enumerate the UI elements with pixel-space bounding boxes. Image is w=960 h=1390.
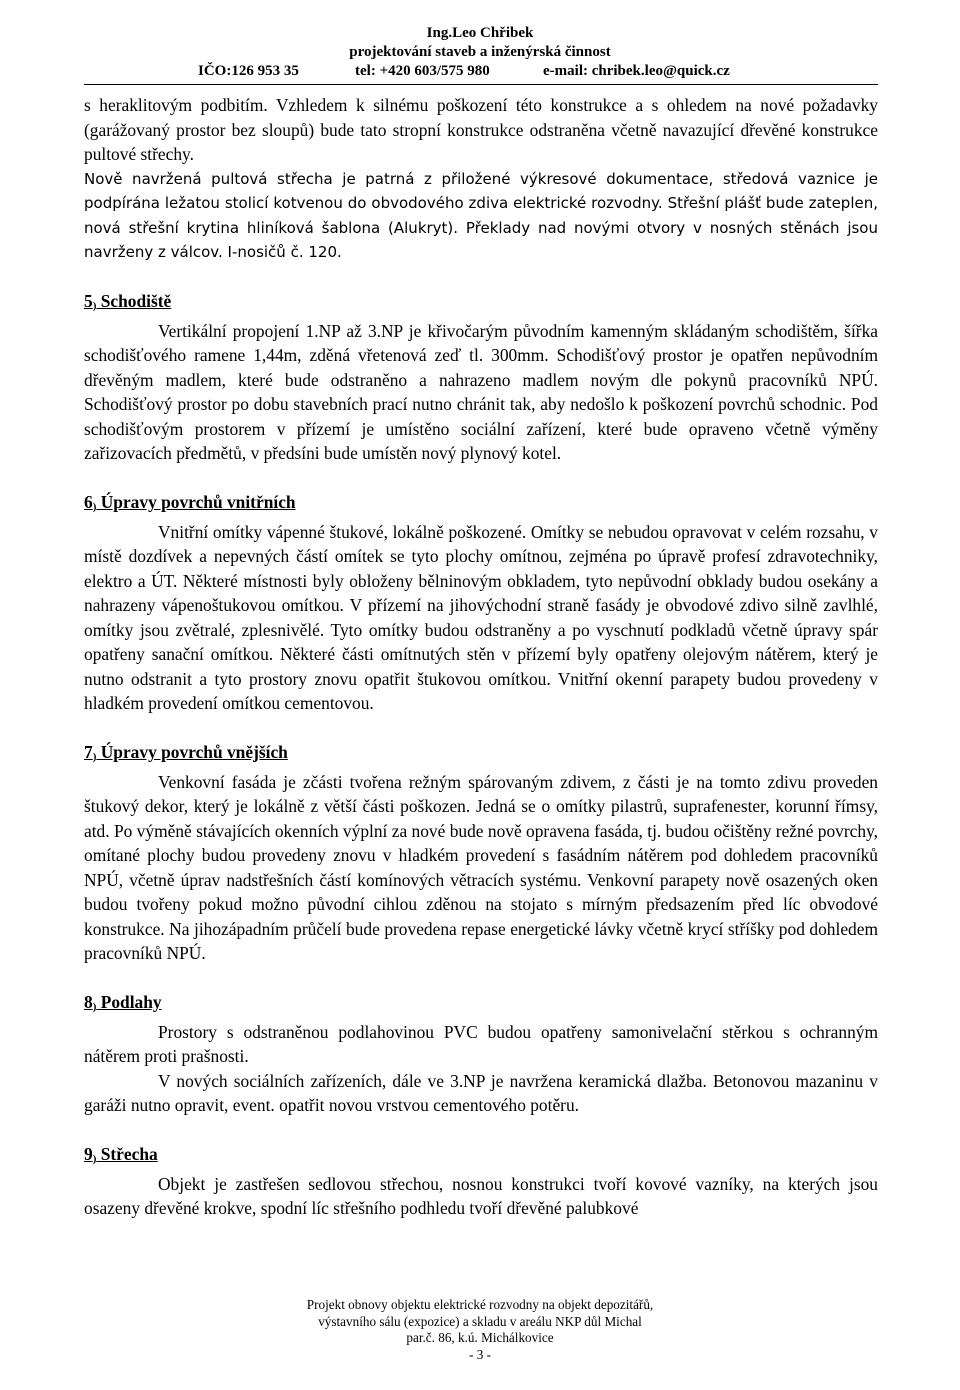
section-text-upravy-vnejsich: Venkovní fasáda je zčásti tvořena režným spárovaným zdivem, z části je na tomto zdivu proveden štukový dekor, který je lokálně z větší části poškozen. Jedná se o omítky pilastrů, suprafenester, korunní římsy, atd. Po výměně stávajících okenních výplní za nové bude nově opravena fasáda, tj. budou očištěny režné povrchy, omítané plochy budou provedeny znovu v hladkém provedení s fasádním nátěrem pod dohledem pracovníků NPÚ, včetně úprav nadstřešních částí komínových větracích systému. Venkovní parapety nově osazených oken budou tvořeny pokud možno původní cihlou zděnou na stojato s mírným předsazením před líc obvodové konstrukce. Na jihozápadním průčelí bude provedena repase energetické lávky včetně krycí stříšky pod dohledem pracovníků NPÚ. [84, 771, 878, 963]
spacer [84, 716, 878, 741]
section-text-podlahy-1: Prostory s odstraněnou podlahovinou PVC budou opatřeny samonivelační stěrkou s ochranným nátěrem proti prašnosti. [84, 1021, 878, 1066]
spacer [84, 966, 878, 991]
email-address: e-mail: chribek.leo@quick.cz [543, 63, 730, 79]
intro-paragraph-1: s heraklitovým podbitím. Vzhledem k silnému poškození této konstrukce a s ohledem na nové požadavky (garážovaný prostor bez sloupů) bude tato stropní konstrukce odstraněna včetně navazující dřevěné konstrukce pultové střechy. [84, 95, 878, 164]
parcel-info: par.č. 86, k.ú. Michálkovice [406, 1330, 554, 1345]
section-text-strecha: Objekt je zastřešen sedlovou střechou, nosnou konstrukci tvoří kovové vazníky, na kterých jsou osazeny dřevěné krokve, spodní líc střešního podhledu tvoří dřevěné palubkové [84, 1173, 878, 1218]
document-body [84, 93, 878, 1221]
section-heading-schodiste: 5) Schodiště [84, 291, 172, 312]
author-profession: projektování staveb a inženýrská činnost [349, 44, 611, 60]
author-name: Ing.Leo Chřibek [426, 25, 534, 41]
phone-number: tel: +420 603/575 980 [355, 63, 490, 79]
section-heading-upravy-vnejsich: 7) Úpravy povrchů vnějších [84, 742, 288, 763]
page-footer [0, 1297, 960, 1363]
section-text-podlahy-2: V nových sociálních zařízeních, dále ve 3.NP je navržena keramická dlažba. Betonovou mazaninu v garáži nutno opravit, event. opatřit novou vrstvou cementového potěru. [84, 1070, 878, 1115]
section-text-schodiste: Vertikální propojení 1.NP až 3.NP je křivočarým původním kamenným skládaným schodištěm, šířka schodišťového ramene 1,44m, zděná vřetenová zeď tl. 300mm. Schodišťový prostor je opatřen nepůvodním dřevěným madlem, které bude odstraněno a nahrazeno madlem novým dle pokynů pracovníků NPÚ. Schodišťový prostor po dobu stavebních prací nutno chránit tak, aby nedošlo k poškození povrchů schodnic. Pod schodišťovým prostorem v přízemí je umístěno sociální zařízení, které bude opraveno včetně výměny zařizovacích předmětů, v předsíni bude umístěn nový plynový kotel. [84, 320, 878, 463]
section-heading-podlahy: 8) Podlahy [84, 992, 162, 1013]
project-title-line-2: výstavního sálu (expozice) a skladu v areálu NKP důl Michal [318, 1313, 642, 1329]
section-heading-strecha: 9) Střecha [84, 1144, 158, 1165]
header-divider [84, 84, 878, 85]
project-title-line-1: Projekt obnovy objektu elektrické rozvodny na objekt depozitářů, [306, 1297, 654, 1312]
letterhead [0, 24, 960, 81]
ico-number: IČO:126 953 35 [198, 63, 299, 79]
spacer [84, 265, 878, 290]
page-number: - 3 - [469, 1346, 491, 1362]
contact-line [0, 62, 960, 81]
section-text-upravy-vnitrnich: Vnitřní omítky vápenné štukové, lokálně poškozené. Omítky se nebudou opravovat v celém rozsahu, v místě dozdívek a nepevných částí omítek se tyto plochy omítnou, zejména po úpravě profesí zdravotechniky, elektro a ÚT. Některé místnosti byly obloženy bělninovým obkladem, tyto nepůvodní obklady budou osekány a nahrazeny vápenoštukovou omítkou. V přízemí na jihovýchodní straně fasády je obvodové zdivo silně zavlhlé, omítky jsou zvětralé, zplesnivělé. Tyto omítky budou odstraněny a po vyschnutí podkladů včetně úpravy spár opatřeny sanační omítkou. Některé části omítnutých stěn v přízemí byly opatřeny olejovým nátěrem, který je nutno odstranit a tyto prostory znovu opatřit štukovou omítkou. Vnitřní okenní parapety budou provedeny v hladkém provedení omítkou cementovou. [84, 521, 878, 713]
spacer [84, 1118, 878, 1143]
section-heading-upravy-vnitrnich: 6) Úpravy povrchů vnitřních [84, 492, 296, 513]
spacer [84, 466, 878, 491]
intro-paragraph-2: Nově navržená pultová střecha je patrná z přiložené výkresové dokumentace, středová vaznice je podpírána ležatou stolicí kotvenou do obvodového zdiva elektrické rozvodny. Střešní plášť bude zateplen, nová střešní krytina hliníková šablona (Alukryt). Překlady nad novými otvory v nosných stěnách jsou navrženy z válcov. I-nosičů č. 120. [84, 169, 878, 261]
